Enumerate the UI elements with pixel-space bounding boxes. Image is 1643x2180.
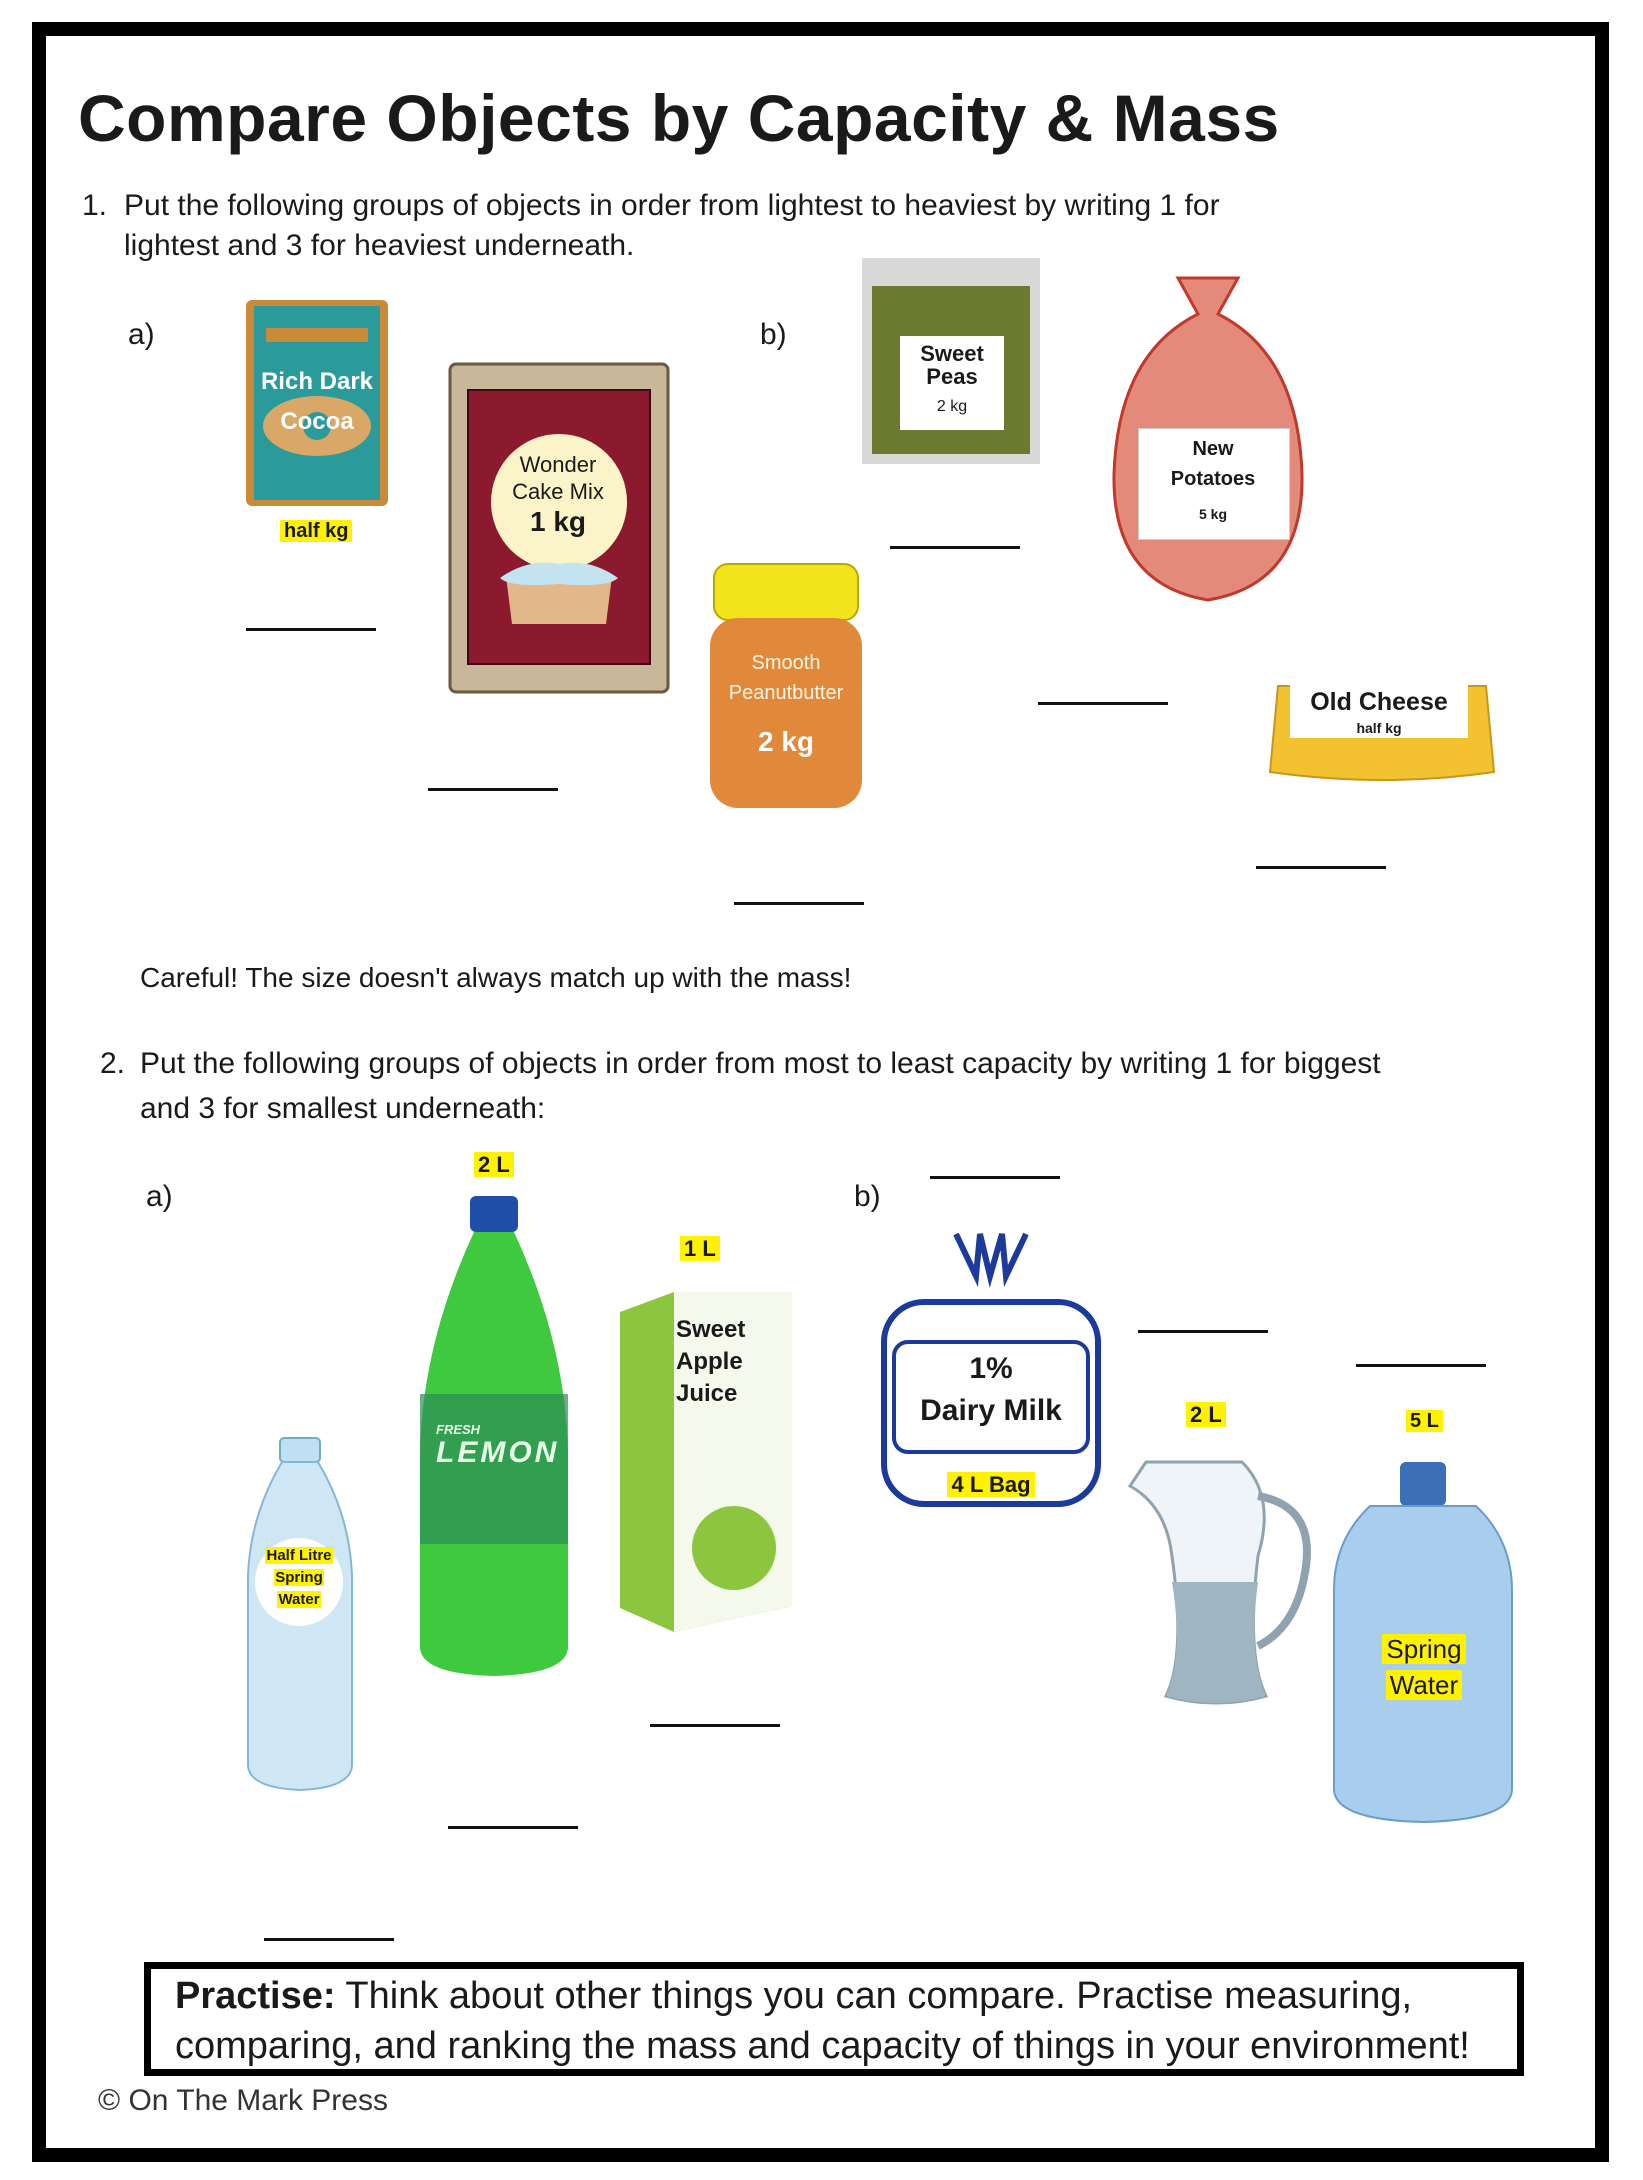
answer-blank-peanutbutter[interactable]: [734, 902, 864, 905]
answer-blank-cocoa[interactable]: [246, 628, 376, 631]
answer-blank-jug[interactable]: [1356, 1364, 1486, 1367]
answer-blank-sweet-peas[interactable]: [890, 546, 1020, 549]
q1-number: 1.: [82, 189, 108, 222]
sweet-peas-name-line1: Sweet: [920, 341, 984, 366]
sweet-peas-mass: 2 kg: [936, 398, 968, 415]
cheese-mass: half kg: [1356, 720, 1402, 736]
q2a-label: a): [146, 1180, 173, 1213]
juice-name-line3: Juice: [676, 1380, 738, 1407]
cocoa-tin-image: [242, 296, 392, 511]
water-bottle-label-line3: Water: [278, 1591, 320, 1608]
cheese-name: Old Cheese: [1310, 688, 1448, 716]
sweet-peas-name-line2: Peas: [926, 364, 978, 389]
potatoes-name-line2: Potatoes: [1170, 468, 1256, 490]
answer-blank-water-bottle[interactable]: [264, 1938, 394, 1941]
q1a-label: a): [128, 318, 155, 351]
jug-capacity-label: 5 L: [1406, 1410, 1443, 1433]
practise-text: Think about other things you can compare. Practise measuring, comparing, and ranking the mass and capacity of things in your environment!: [175, 1975, 1470, 2067]
milk-name-line2: Dairy Milk: [920, 1394, 1062, 1427]
practise-box: [144, 1962, 1524, 2076]
answer-blank-soda[interactable]: [448, 1826, 578, 1829]
q2-instruction-line2: and 3 for smallest underneath:: [140, 1092, 546, 1125]
jug-label-line2: Water: [1362, 1670, 1486, 1701]
cocoa-name-line2: Cocoa: [280, 408, 354, 435]
answer-blank-potatoes[interactable]: [1038, 702, 1168, 705]
answer-blank-milk[interactable]: [930, 1176, 1060, 1179]
page-title: Compare Objects by Capacity & Mass: [78, 81, 1280, 155]
answer-blank-juice[interactable]: [650, 1724, 780, 1727]
pitcher-capacity-label: 2 L: [1186, 1402, 1226, 1428]
soda-brand: LEMON: [436, 1436, 560, 1469]
juice-name-line2: Apple: [676, 1348, 743, 1375]
cake-mix-name-line1: Wonder: [519, 452, 597, 477]
q2-number: 2.: [100, 1047, 126, 1080]
cocoa-name-line1: Rich Dark: [260, 368, 374, 395]
q1-instruction-line1: Put the following groups of objects in order from lightest to heaviest by writing 1 for: [124, 189, 1220, 222]
practise-label: Practise:: [175, 1975, 336, 2017]
soda-capacity-label: 2 L: [474, 1152, 514, 1178]
peanutbutter-mass: 2 kg: [757, 726, 815, 757]
peanutbutter-name-line2: Peanutbutter: [728, 682, 844, 704]
pitcher-image: [1126, 1456, 1316, 1712]
copyright-notice: © On The Mark Press: [98, 2084, 388, 2117]
cocoa-mass-label: half kg: [280, 520, 352, 543]
careful-note: Careful! The size doesn't always match up with the mass!: [140, 962, 852, 993]
answer-blank-cheese[interactable]: [1256, 866, 1386, 869]
q1b-label: b): [760, 318, 787, 351]
answer-blank-cake-mix[interactable]: [428, 788, 558, 791]
juice-name-line1: Sweet: [676, 1316, 746, 1343]
water-bottle-label-line1: Half Litre: [266, 1547, 332, 1564]
peanutbutter-name-line1: Smooth: [751, 652, 821, 674]
answer-blank-pitcher[interactable]: [1138, 1330, 1268, 1333]
jug-label-line1: Spring: [1362, 1634, 1486, 1665]
potatoes-name-line1: New: [1192, 438, 1234, 460]
q1-instruction-line2: lightest and 3 for heaviest underneath.: [124, 229, 635, 262]
potatoes-mass: 5 kg: [1198, 506, 1227, 522]
q2b-label: b): [854, 1180, 881, 1213]
juice-capacity-label: 1 L: [680, 1236, 720, 1262]
milk-name-line1: 1%: [969, 1352, 1013, 1385]
cake-mix-mass: 1 kg: [529, 506, 587, 537]
q2-instruction-line1: Put the following groups of objects in order from most to least capacity by writing 1 for biggest: [140, 1047, 1381, 1080]
soda-brand-small: FRESH: [436, 1422, 481, 1437]
milk-capacity: 4 L Bag: [894, 1472, 1088, 1498]
cake-mix-name-line2: Cake Mix: [512, 479, 604, 504]
water-bottle-label-line2: Spring: [275, 1569, 323, 1586]
